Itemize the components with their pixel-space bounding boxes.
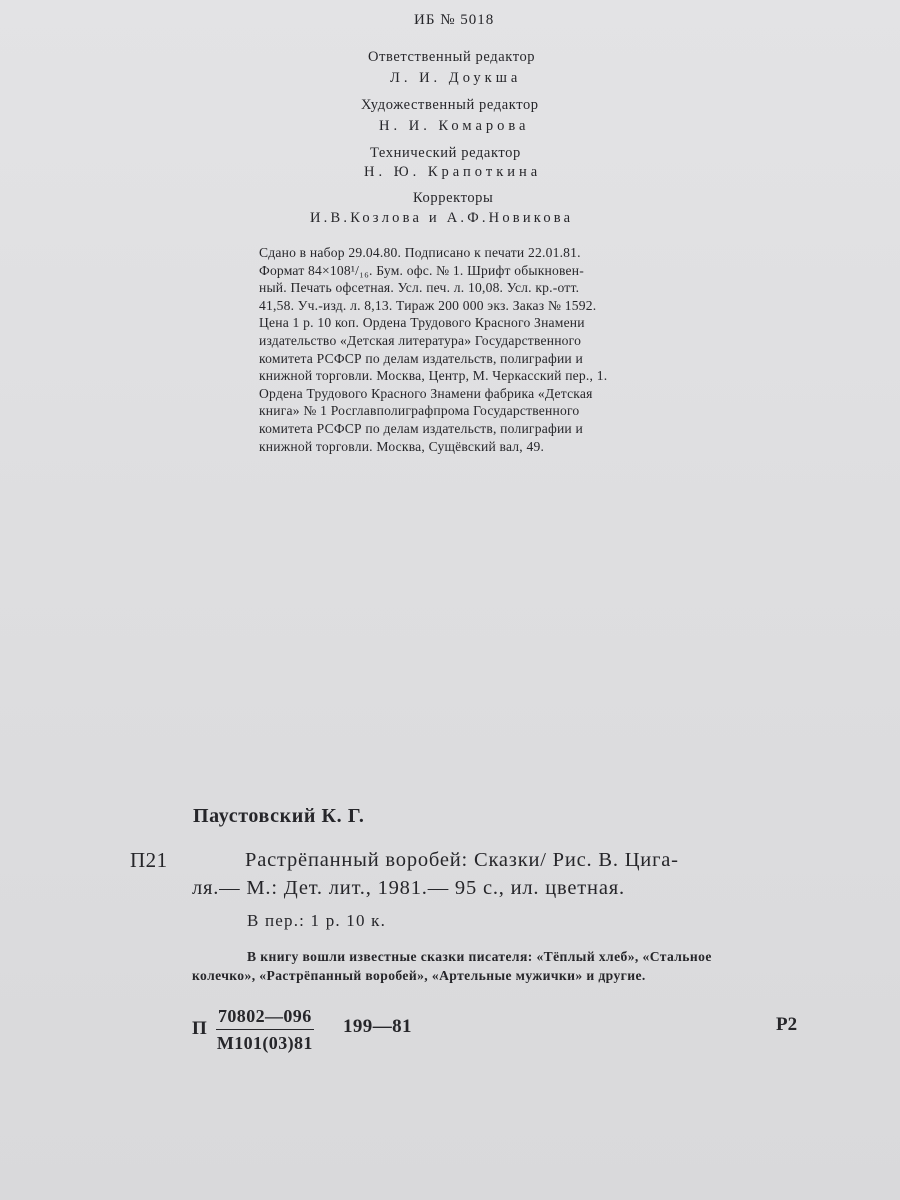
credit-name-art-editor: Н. И. Комарова: [379, 118, 530, 134]
publishing-info-line: комитета РСФСР по делам издательств, полиграфии и: [259, 350, 583, 366]
credit-role-responsible-editor: Ответственный редактор: [368, 49, 536, 65]
card-annotation-line: колечко», «Растрёпанный воробей», «Артельные мужички» и другие.: [192, 968, 646, 983]
publishing-info-line: Формат 84×108¹/₁₆. Бум. офс. № 1. Шрифт обыкновен-: [259, 262, 584, 278]
credit-name-proofreaders: И.В.Козлова и А.Ф.Новикова: [310, 210, 574, 226]
publishing-info-line: книга» № 1 Росглавполиграфпрома Государственного: [259, 403, 580, 419]
publishing-info: [259, 244, 689, 455]
credit-name-tech-editor: Н. Ю. Крапоткина: [364, 164, 542, 180]
publishing-info-line: Сдано в набор 29.04.80. Подписано к печати 22.01.81.: [259, 245, 581, 260]
card-annotation: [192, 947, 712, 985]
card-annotation-line: В книгу вошли известные сказки писателя: «Тёплый хлеб», «Стальное: [247, 949, 712, 964]
publishing-info-line: Ордена Трудового Красного Знамени фабрика «Детская: [259, 385, 593, 401]
publishing-info-line: книжной торговли. Москва, Центр, М. Черкасский пер., 1.: [259, 368, 608, 384]
card-bbk-code: Р2: [776, 1014, 798, 1035]
publishing-info-line: ный. Печать офсетная. Усл. печ. л. 10,08. Усл. кр.-отт.: [259, 280, 580, 296]
card-catalog-code: П21: [130, 848, 168, 872]
credit-role-tech-editor: Технический редактор: [370, 145, 521, 161]
card-index-tail: 199—81: [343, 1016, 412, 1037]
card-price: В пер.: 1 р. 10 к.: [247, 911, 387, 930]
card-index-denominator: М101(03)81: [216, 1033, 313, 1053]
card-description: [192, 846, 679, 902]
card-index-letter: П: [192, 1018, 207, 1039]
credit-role-art-editor: Художественный редактор: [361, 97, 539, 113]
credit-role-proofreaders: Корректоры: [413, 190, 494, 206]
publishing-info-line: книжной торговли. Москва, Сущёвский вал, 49.: [259, 438, 545, 454]
card-description-line: Растрёпанный воробей: Сказки/ Рис. В. Цига-: [245, 849, 679, 871]
card-index-fraction: [216, 1006, 314, 1054]
card-author: Паустовский К. Г.: [193, 805, 365, 827]
publishing-info-line: комитета РСФСР по делам издательств, полиграфии и: [259, 420, 583, 436]
ib-number: ИБ № 5018: [414, 12, 495, 28]
card-index-numerator: 70802—096: [216, 1006, 314, 1030]
credit-name-responsible-editor: Л. И. Доукша: [390, 70, 522, 86]
card-description-line: ля.— М.: Дет. лит., 1981.— 95 с., ил. цветная.: [192, 877, 625, 899]
publishing-info-line: 41,58. Уч.-изд. л. 8,13. Тираж 200 000 экз. Заказ № 1592.: [259, 297, 597, 313]
publishing-info-line: издательство «Детская литература» Государственного: [259, 332, 582, 348]
publishing-info-line: Цена 1 р. 10 коп. Ордена Трудового Красного Знамени: [259, 315, 585, 331]
